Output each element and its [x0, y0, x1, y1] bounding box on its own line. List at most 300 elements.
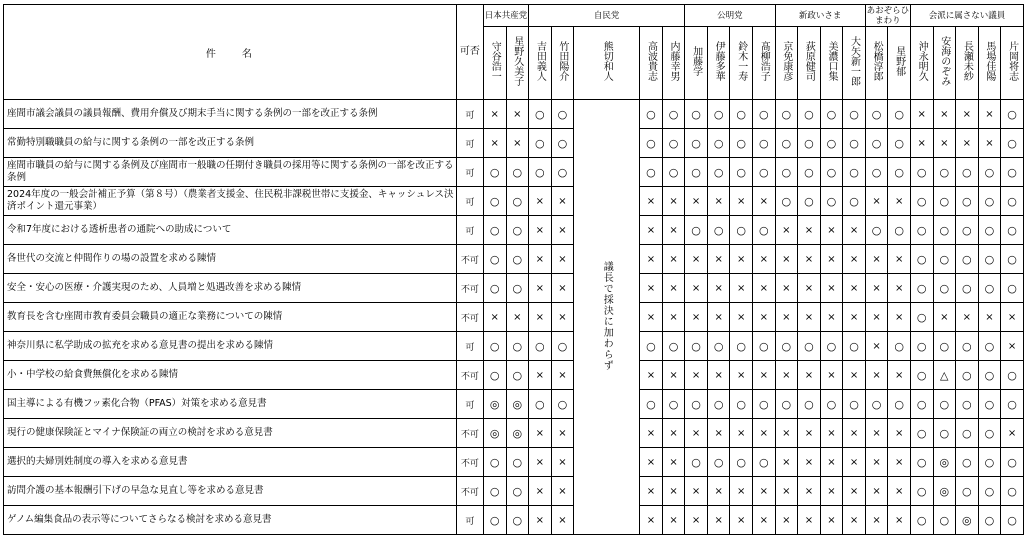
vote-cell: ○: [978, 361, 1001, 390]
vote-cell: ○: [956, 477, 979, 506]
vote-cell: ×: [820, 448, 843, 477]
result-cell: 不可: [456, 448, 483, 477]
vote-cell: ×: [662, 274, 685, 303]
item-name-cell: 選択的夫婦別姓制度の導入を求める意見書: [4, 448, 457, 477]
vote-cell: ×: [685, 477, 708, 506]
member-header: [798, 27, 821, 100]
vote-cell: ×: [910, 100, 933, 129]
vote-cell: ×: [685, 187, 708, 216]
member-header: [843, 27, 866, 100]
vote-cell: ○: [820, 187, 843, 216]
vote-cell: ×: [506, 100, 529, 129]
vote-cell: ×: [640, 419, 663, 448]
member-header: [662, 27, 685, 100]
item-name-cell: 神奈川県に私学助成の拡充を求める意見書の提出を求める陳情: [4, 332, 457, 361]
member-name: 伊藤多華: [713, 41, 725, 81]
vote-cell: ○: [978, 332, 1001, 361]
vote-cell: ○: [910, 158, 933, 187]
vote-cell: ○: [529, 332, 552, 361]
item-name-cell: 令和7年度における透析患者の通院への助成について: [4, 216, 457, 245]
vote-cell: ○: [843, 129, 866, 158]
vote-cell: ○: [843, 390, 866, 419]
vote-cell: ○: [865, 100, 888, 129]
vote-cell: ×: [551, 216, 574, 245]
vote-cell: ○: [775, 390, 798, 419]
vote-cell: ×: [529, 361, 552, 390]
vote-cell: ×: [888, 303, 911, 332]
vote-cell: ○: [483, 158, 506, 187]
vote-cell: ×: [843, 477, 866, 506]
result-cell: 不可: [456, 303, 483, 332]
vote-cell: ×: [775, 361, 798, 390]
member-header: [888, 27, 911, 100]
vote-cell: ○: [933, 187, 956, 216]
vote-cell: ○: [956, 390, 979, 419]
member-name: 吉田義人: [534, 41, 546, 81]
vote-cell: ○: [910, 187, 933, 216]
vote-cell: ×: [888, 419, 911, 448]
vote-cell: ◎: [933, 477, 956, 506]
result-cell: 不可: [456, 477, 483, 506]
vote-cell: ×: [707, 187, 730, 216]
vote-cell: ○: [662, 129, 685, 158]
member-name: 沖永明久: [916, 41, 928, 81]
vote-cell: ×: [506, 303, 529, 332]
vote-cell: ×: [865, 506, 888, 535]
vote-cell: ×: [775, 448, 798, 477]
vote-cell: ○: [775, 129, 798, 158]
party-header: [910, 5, 1023, 27]
vote-cell: ×: [933, 303, 956, 332]
vote-cell: ×: [529, 303, 552, 332]
vote-cell: ○: [753, 129, 776, 158]
vote-cell: ×: [843, 274, 866, 303]
vote-cell: ◎: [506, 419, 529, 448]
vote-cell: ×: [551, 245, 574, 274]
vote-cell: ○: [775, 158, 798, 187]
member-header: [574, 27, 640, 100]
vote-cell: ×: [888, 361, 911, 390]
vote-cell: ○: [506, 216, 529, 245]
vote-cell: ○: [933, 274, 956, 303]
result-cell: 可: [456, 216, 483, 245]
vote-cell: ×: [956, 129, 979, 158]
vote-cell: ×: [483, 303, 506, 332]
vote-cell: ×: [798, 303, 821, 332]
vote-cell: ○: [865, 158, 888, 187]
result-cell: 可: [456, 187, 483, 216]
vote-cell: ○: [685, 332, 708, 361]
vote-cell: ○: [978, 448, 1001, 477]
vote-cell: ×: [685, 361, 708, 390]
vote-cell: ○: [640, 100, 663, 129]
vote-cell: ○: [933, 419, 956, 448]
vote-cell: ×: [798, 477, 821, 506]
vote-cell: ×: [843, 245, 866, 274]
vote-cell: ○: [730, 129, 753, 158]
vote-cell: ×: [753, 419, 776, 448]
vote-cell: ○: [483, 332, 506, 361]
vote-cell: ○: [1001, 477, 1024, 506]
vote-cell: ◎: [956, 506, 979, 535]
vote-cell: ×: [662, 303, 685, 332]
vote-cell: ×: [730, 303, 753, 332]
vote-cell: ○: [662, 390, 685, 419]
vote-cell: ×: [798, 506, 821, 535]
vote-cell: ×: [529, 419, 552, 448]
vote-cell: ○: [888, 129, 911, 158]
member-name: 守谷浩一: [489, 41, 501, 81]
vote-cell: ○: [956, 158, 979, 187]
member-name: 高波貴志: [645, 41, 657, 81]
vote-cell: ○: [1001, 448, 1024, 477]
member-header: [753, 27, 776, 100]
vote-cell: ×: [529, 187, 552, 216]
vote-cell: ○: [483, 245, 506, 274]
vote-cell: ○: [775, 332, 798, 361]
vote-cell: ○: [978, 216, 1001, 245]
member-header: [910, 27, 933, 100]
member-name: 加藤学: [690, 46, 702, 76]
vote-cell: ×: [551, 361, 574, 390]
vote-cell: ○: [933, 332, 956, 361]
item-name-cell: 教育長を含む座間市教育委員会職員の適正な業務についての陳情: [4, 303, 457, 332]
vote-cell: ○: [506, 332, 529, 361]
table-row: [4, 506, 1024, 535]
party-label: 新政いさま: [798, 10, 842, 21]
vote-cell: ○: [640, 332, 663, 361]
vote-cell: ×: [529, 274, 552, 303]
vote-cell: ○: [820, 158, 843, 187]
vote-cell: ×: [843, 216, 866, 245]
vote-cell: ×: [775, 274, 798, 303]
vote-cell: ○: [685, 158, 708, 187]
vote-cell: ○: [529, 158, 552, 187]
vote-cell: ○: [910, 419, 933, 448]
vote-cell: ○: [775, 100, 798, 129]
member-name: 星野郁: [893, 46, 905, 76]
result-cell: 不可: [456, 245, 483, 274]
vote-cell: ○: [843, 332, 866, 361]
vote-cell: ×: [933, 129, 956, 158]
member-name: 馬場佳陽: [983, 41, 995, 81]
vote-cell: ×: [798, 361, 821, 390]
vote-cell: ×: [707, 245, 730, 274]
member-name: 長瀬未紗: [961, 41, 973, 81]
party-label: 日本共産党: [484, 10, 528, 21]
vote-cell: ×: [730, 274, 753, 303]
vote-cell: ×: [775, 245, 798, 274]
vote-cell: ○: [506, 506, 529, 535]
member-name: 熊切和人: [601, 41, 613, 81]
vote-cell: ○: [753, 332, 776, 361]
item-name-cell: 座間市議会議員の議員報酬、費用弁償及び期末手当に関する条例の一部を改正する条例: [4, 100, 457, 129]
vote-cell: ○: [956, 187, 979, 216]
vote-cell: ×: [707, 477, 730, 506]
vote-cell: ○: [483, 187, 506, 216]
vote-cell: ×: [640, 303, 663, 332]
party-label: 自民党: [593, 10, 620, 21]
vote-cell: ×: [506, 129, 529, 158]
vote-cell: ×: [529, 506, 552, 535]
vote-cell: ○: [978, 390, 1001, 419]
vote-cell: ◎: [933, 448, 956, 477]
table-row: [4, 303, 1024, 332]
member-name: 髙柳浩子: [758, 41, 770, 81]
member-name: 星野久美子: [511, 36, 523, 86]
vote-cell: ×: [910, 129, 933, 158]
vote-cell: ×: [865, 477, 888, 506]
result-cell: 可: [456, 390, 483, 419]
vote-cell: ○: [753, 158, 776, 187]
vote-cell: ○: [707, 448, 730, 477]
vote-cell: ×: [820, 216, 843, 245]
item-name-cell: 安全・安心の医療・介護実現のため、人員増と処遇改善を求める陳情: [4, 274, 457, 303]
table-row: [4, 158, 1024, 187]
chair-abstain-cell: [574, 100, 640, 535]
vote-cell: ○: [1001, 187, 1024, 216]
vote-cell: ○: [707, 100, 730, 129]
member-header: [775, 27, 798, 100]
member-name: 安海のぞみ: [938, 36, 950, 86]
voting-results-sheet: [3, 4, 1024, 535]
vote-cell: ×: [775, 419, 798, 448]
vote-cell: ◎: [483, 390, 506, 419]
member-header: [730, 27, 753, 100]
member-name: 大矢新一郎: [848, 36, 860, 86]
vote-cell: ×: [753, 506, 776, 535]
member-name: 竹田陽介: [556, 41, 568, 81]
vote-cell: ○: [956, 216, 979, 245]
vote-cell: ×: [685, 274, 708, 303]
member-header: [956, 27, 979, 100]
vote-cell: ○: [910, 216, 933, 245]
vote-cell: ○: [956, 274, 979, 303]
vote-cell: ○: [685, 216, 708, 245]
vote-cell: ×: [529, 448, 552, 477]
voting-results-table: [3, 4, 1024, 535]
result-cell: 可: [456, 158, 483, 187]
vote-cell: ○: [775, 187, 798, 216]
vote-cell: ×: [662, 216, 685, 245]
vote-cell: ○: [685, 448, 708, 477]
vote-cell: ◎: [483, 419, 506, 448]
vote-cell: ○: [753, 448, 776, 477]
vote-cell: ×: [662, 419, 685, 448]
vote-cell: ○: [707, 216, 730, 245]
vote-cell: ×: [640, 245, 663, 274]
member-header: [529, 27, 552, 100]
party-header: [483, 5, 528, 27]
vote-cell: ○: [956, 361, 979, 390]
vote-cell: ○: [910, 477, 933, 506]
member-name: 鈴木一寿: [735, 41, 747, 81]
vote-cell: ○: [730, 448, 753, 477]
vote-cell: ×: [685, 419, 708, 448]
vote-cell: ×: [685, 506, 708, 535]
vote-cell: ×: [551, 303, 574, 332]
vote-cell: ○: [888, 332, 911, 361]
vote-cell: ○: [1001, 361, 1024, 390]
vote-cell: ○: [1001, 506, 1024, 535]
vote-cell: ○: [551, 158, 574, 187]
party-header: [529, 5, 685, 27]
vote-cell: ×: [640, 477, 663, 506]
vote-cell: ○: [662, 158, 685, 187]
vote-cell: ×: [978, 129, 1001, 158]
table-row: [4, 448, 1024, 477]
table-row: [4, 216, 1024, 245]
vote-cell: ○: [551, 332, 574, 361]
vote-cell: ×: [551, 419, 574, 448]
vote-cell: ×: [798, 216, 821, 245]
item-name-cell: 座間市職員の給与に関する条例及び座間市一般職の任期付き職員の採用等に関する条例の一部を改正する条例: [4, 158, 457, 187]
result-cell: 可: [456, 100, 483, 129]
table-row: [4, 332, 1024, 361]
vote-cell: ◎: [506, 390, 529, 419]
vote-cell: ×: [820, 245, 843, 274]
vote-cell: ×: [662, 477, 685, 506]
vote-cell: ○: [910, 274, 933, 303]
vote-cell: ×: [662, 506, 685, 535]
table-row: [4, 129, 1024, 158]
vote-cell: ○: [933, 158, 956, 187]
vote-cell: ×: [820, 361, 843, 390]
vote-cell: ×: [685, 245, 708, 274]
vote-cell: ×: [888, 274, 911, 303]
member-name: 美濃口集: [825, 41, 837, 81]
vote-cell: ×: [956, 303, 979, 332]
vote-cell: ○: [506, 158, 529, 187]
vote-cell: ○: [506, 361, 529, 390]
vote-cell: ○: [730, 390, 753, 419]
vote-cell: ×: [888, 245, 911, 274]
vote-cell: ○: [843, 158, 866, 187]
vote-cell: ○: [956, 448, 979, 477]
vote-cell: ×: [820, 477, 843, 506]
vote-cell: ○: [551, 390, 574, 419]
table-row: [4, 245, 1024, 274]
item-name-cell: 現行の健康保険証とマイナ保険証の両立の検討を求める意見書: [4, 419, 457, 448]
vote-cell: ○: [978, 158, 1001, 187]
member-header: [483, 27, 506, 100]
vote-cell: ×: [662, 187, 685, 216]
vote-cell: ○: [978, 506, 1001, 535]
vote-cell: ○: [910, 245, 933, 274]
party-header-row: [4, 5, 1024, 27]
vote-cell: ○: [730, 216, 753, 245]
vote-cell: ○: [685, 129, 708, 158]
vote-cell: ×: [798, 419, 821, 448]
vote-cell: ○: [483, 448, 506, 477]
vote-cell: ×: [551, 274, 574, 303]
vote-cell: ×: [730, 477, 753, 506]
vote-cell: ×: [775, 477, 798, 506]
table-row: [4, 361, 1024, 390]
vote-cell: ○: [798, 100, 821, 129]
vote-cell: ○: [753, 100, 776, 129]
vote-cell: ×: [978, 100, 1001, 129]
vote-cell: ○: [483, 216, 506, 245]
vote-cell: ×: [1001, 419, 1024, 448]
vote-cell: ○: [640, 390, 663, 419]
member-header: [685, 27, 708, 100]
vote-cell: ×: [551, 506, 574, 535]
vote-cell: ○: [529, 100, 552, 129]
member-header: [933, 27, 956, 100]
vote-cell: ×: [820, 419, 843, 448]
vote-cell: ○: [529, 390, 552, 419]
vote-cell: ○: [662, 332, 685, 361]
vote-cell: ○: [483, 274, 506, 303]
vote-cell: ○: [707, 158, 730, 187]
result-cell: 不可: [456, 361, 483, 390]
vote-cell: ×: [707, 419, 730, 448]
vote-cell: ×: [483, 129, 506, 158]
vote-cell: ×: [820, 303, 843, 332]
party-label: あおぞらひまわり: [866, 5, 910, 26]
vote-cell: ○: [707, 332, 730, 361]
vote-cell: ×: [888, 506, 911, 535]
vote-rows: [4, 100, 1024, 535]
vote-cell: ×: [529, 245, 552, 274]
vote-cell: ○: [798, 158, 821, 187]
vote-cell: ×: [798, 245, 821, 274]
vote-cell: ○: [1001, 100, 1024, 129]
vote-cell: ×: [820, 506, 843, 535]
vote-cell: ×: [730, 506, 753, 535]
vote-cell: ○: [753, 216, 776, 245]
vote-cell: ○: [707, 129, 730, 158]
member-name: 京免康彦: [780, 41, 792, 81]
vote-cell: ×: [865, 274, 888, 303]
vote-cell: ○: [888, 100, 911, 129]
vote-cell: ×: [820, 274, 843, 303]
table-row: [4, 274, 1024, 303]
member-header: [978, 27, 1001, 100]
vote-cell: ×: [640, 506, 663, 535]
vote-cell: ×: [529, 477, 552, 506]
vote-cell: ×: [753, 361, 776, 390]
table-row: [4, 419, 1024, 448]
vote-cell: ○: [820, 100, 843, 129]
member-name: 内藤幸男: [668, 41, 680, 81]
item-name-cell: 訪問介護の基本報酬引下げの早急な見直し等を求める意見書: [4, 477, 457, 506]
vote-cell: ○: [483, 477, 506, 506]
table-row: [4, 390, 1024, 419]
vote-cell: ×: [529, 216, 552, 245]
vote-cell: ×: [843, 361, 866, 390]
vote-cell: ×: [775, 216, 798, 245]
result-cell: 可: [456, 332, 483, 361]
member-header: [1001, 27, 1024, 100]
vote-cell: ×: [865, 361, 888, 390]
vote-cell: ○: [506, 187, 529, 216]
vote-cell: ×: [843, 506, 866, 535]
vote-cell: ○: [640, 158, 663, 187]
member-header: [865, 27, 888, 100]
result-header: 可否: [456, 5, 483, 100]
vote-cell: ○: [933, 245, 956, 274]
vote-cell: ○: [1001, 245, 1024, 274]
vote-cell: ×: [865, 245, 888, 274]
vote-cell: ×: [640, 216, 663, 245]
result-cell: 不可: [456, 274, 483, 303]
vote-cell: ×: [707, 361, 730, 390]
vote-cell: ○: [910, 303, 933, 332]
vote-cell: ×: [865, 303, 888, 332]
vote-cell: ○: [506, 448, 529, 477]
